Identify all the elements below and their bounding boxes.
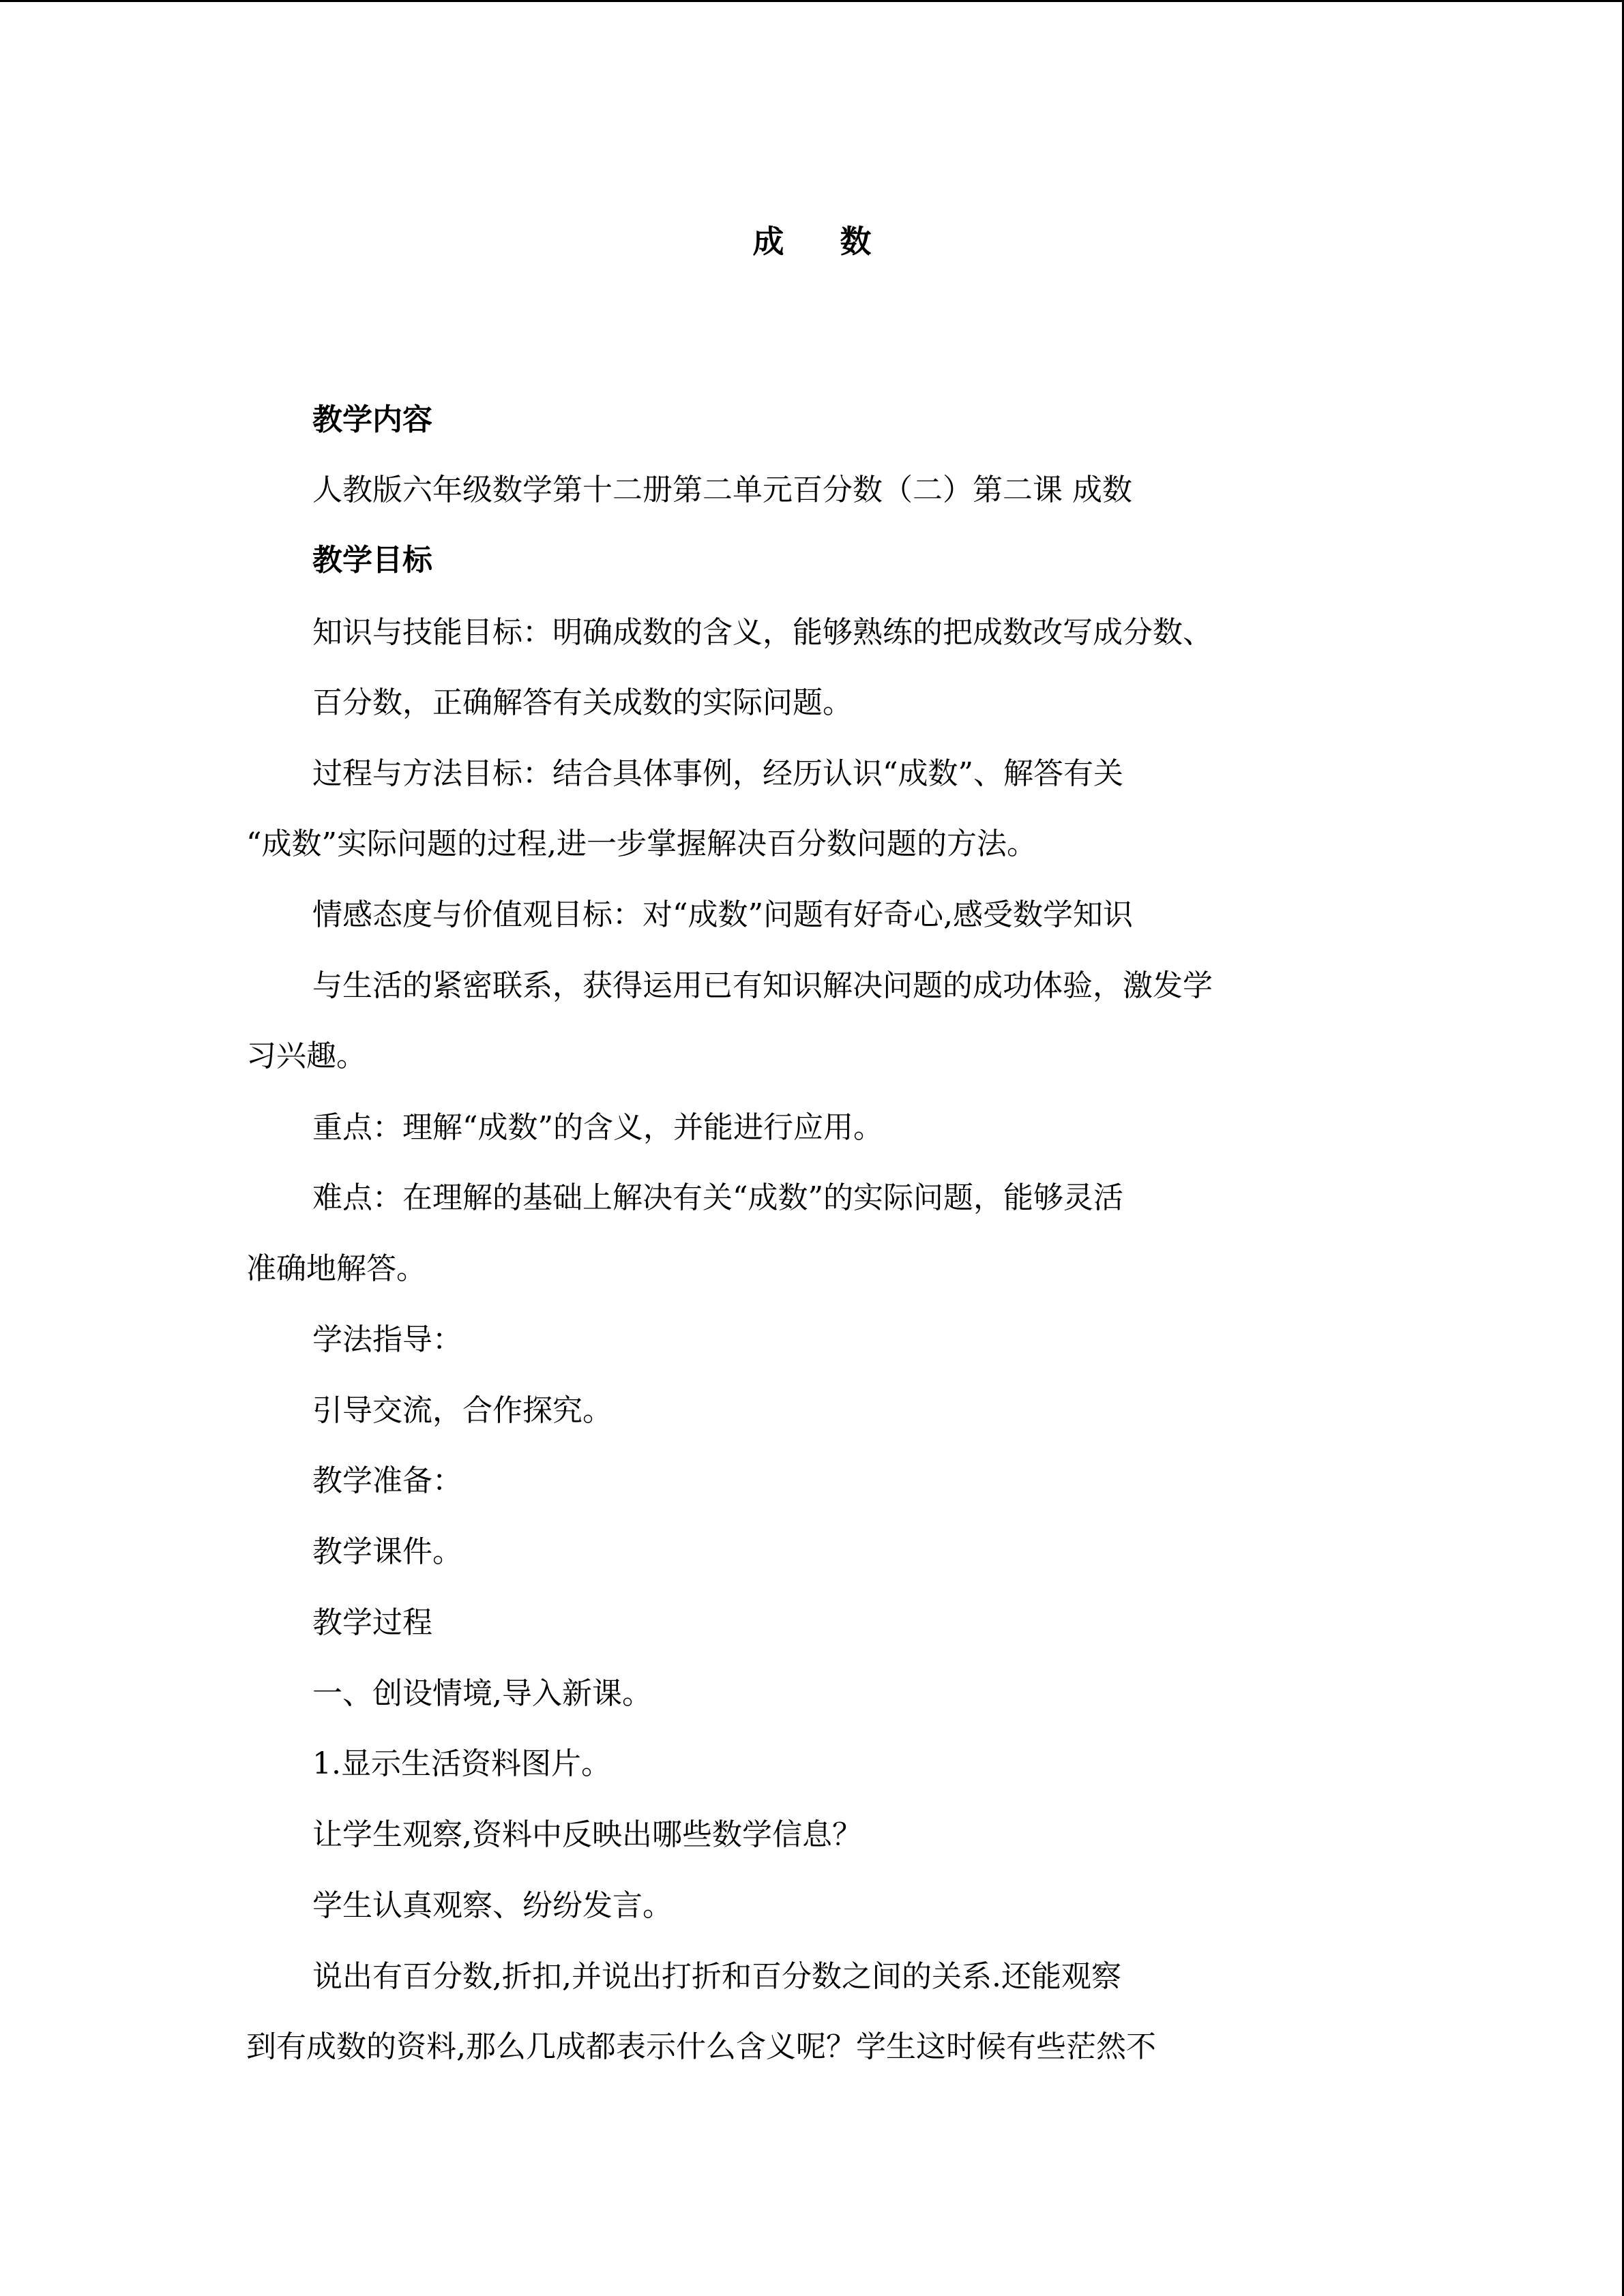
paragraph-line: 与生活的紧密联系，获得运用已有知识解决问题的成功体验，激发学: [312, 968, 1213, 1003]
paragraph-line: 准确地解答。: [246, 1251, 426, 1286]
heading-teaching-goals: 教学目标: [312, 543, 432, 578]
paragraph-line: 百分数，正确解答有关成数的实际问题。: [312, 685, 853, 720]
document-title: 成数: [752, 223, 928, 260]
paragraph-line: 一、创设情境,导入新课。: [312, 1676, 652, 1711]
paragraph-line: 学生认真观察、纷纷发言。: [312, 1888, 673, 1923]
paragraph-line: 过程与方法目标：结合具体事例，经历认识“成数”、解答有关: [312, 756, 1123, 791]
paragraph-line: 学法指导：: [312, 1322, 462, 1357]
paragraph-line: 让学生观察,资料中反映出哪些数学信息？: [312, 1817, 862, 1852]
paragraph-line: 人教版六年级数学第十二册第二单元百分数（二）第二课 成数: [312, 473, 1132, 507]
paragraph-line: 习兴趣。: [246, 1039, 366, 1073]
paragraph-line: 情感态度与价值观目标：对“成数”问题有好奇心,感受数学知识: [312, 897, 1133, 932]
paragraph-line: 说出有百分数,折扣,并说出打折和百分数之间的关系.还能观察: [312, 1959, 1121, 1994]
paragraph-line: 1.显示生活资料图片。: [312, 1746, 611, 1781]
paragraph-line: 教学准备：: [312, 1463, 462, 1498]
heading-teaching-content: 教学内容: [312, 402, 432, 437]
paragraph-line: 引导交流，合作探究。: [312, 1393, 612, 1428]
paragraph-line: 重点：理解“成数”的含义，并能进行应用。: [312, 1110, 883, 1145]
paragraph-line: 教学过程: [312, 1605, 432, 1640]
paragraph-line: 知识与技能目标：明确成数的含义，能够熟练的把成数改写成分数、: [312, 615, 1213, 650]
paragraph-line: 教学课件。: [312, 1534, 462, 1569]
paragraph-line: 到有成数的资料,那么几成都表示什么含义呢？学生这时候有些茫然不: [246, 2029, 1156, 2064]
paragraph-line: “成数”实际问题的过程,进一步掌握解决百分数问题的方法。: [246, 826, 1037, 861]
paragraph-line: 难点：在理解的基础上解决有关“成数”的实际问题，能够灵活: [312, 1180, 1123, 1215]
